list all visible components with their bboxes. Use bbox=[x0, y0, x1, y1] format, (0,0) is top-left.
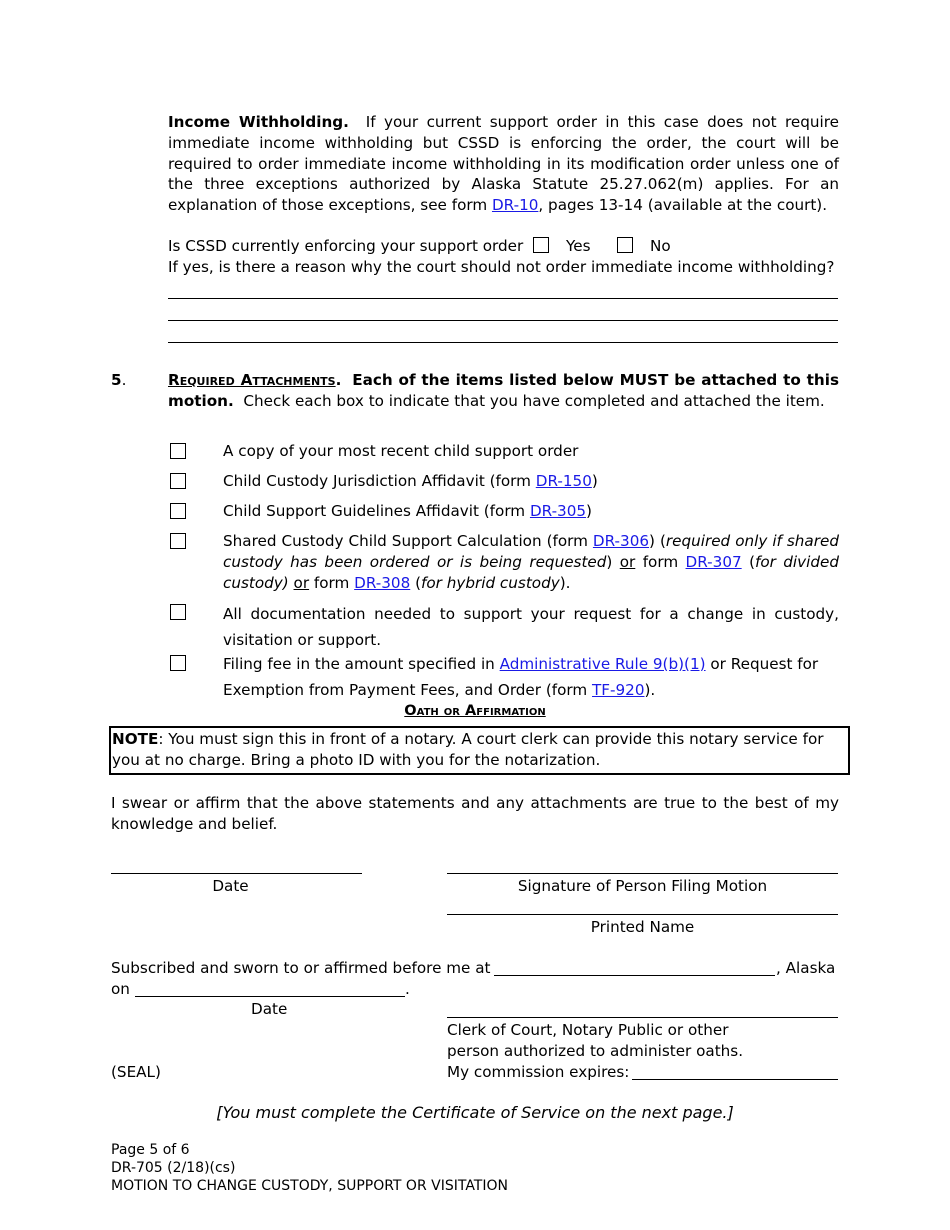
section5-instruction: Check each box to indicate that you have completed and attached the item. bbox=[243, 391, 825, 410]
dr10-link[interactable]: DR-10 bbox=[491, 196, 539, 215]
subscribed-text: Subscribed and sworn to or affirmed before me at bbox=[111, 959, 491, 977]
section5-bold-text: Each of the items listed below MUST be attached to this motion. bbox=[168, 371, 839, 410]
attachment-item-4: Shared Custody Child Support Calculation (form DR-306) (required only if shared custody has been ordered or is being requested) or form DR-307 (for divided custody) or form DR-308 (for hybrid custody). bbox=[223, 532, 839, 592]
date-label: Date bbox=[212, 877, 249, 895]
income-withholding-text-end: , pages 13-14 (available at the court). bbox=[538, 196, 828, 215]
attachment-item-3: Child Support Guidelines Affidavit (form DR-305) bbox=[223, 502, 592, 520]
dr308-link[interactable]: DR-308 bbox=[354, 573, 411, 592]
note-label: NOTE bbox=[112, 730, 159, 748]
attachment-item-2: Child Custody Jurisdiction Affidavit (form DR-150) bbox=[223, 472, 598, 490]
attachment-checkbox-6[interactable] bbox=[170, 655, 186, 671]
notary-date-line[interactable] bbox=[135, 996, 405, 997]
answer-line-2[interactable] bbox=[168, 320, 838, 321]
authorized-label: person authorized to administer oaths. bbox=[447, 1042, 744, 1060]
footer-form-number: DR-705 (2/18)(cs) bbox=[111, 1160, 236, 1176]
attachment-checkbox-3[interactable] bbox=[170, 503, 186, 519]
signature-line[interactable] bbox=[447, 873, 838, 874]
printed-name-label: Printed Name bbox=[590, 918, 695, 936]
attachment-checkbox-5[interactable] bbox=[170, 604, 186, 620]
section-number: 5. bbox=[111, 371, 127, 389]
cssd-question: Is CSSD currently enforcing your support order bbox=[168, 237, 524, 255]
swear-statement: I swear or affirm that the above statements and any attachments are true to the best of my knowledge and belief. bbox=[111, 794, 839, 833]
attachment-item-1: A copy of your most recent child support order bbox=[223, 442, 579, 460]
section5-title: Required Attachments bbox=[168, 371, 336, 389]
tf920-link[interactable]: TF-920 bbox=[592, 680, 645, 699]
clerk-label: Clerk of Court, Notary Public or other bbox=[447, 1021, 729, 1039]
answer-line-1[interactable] bbox=[168, 298, 838, 299]
oath-heading: Oath or Affirmation bbox=[404, 703, 546, 719]
signature-label: Signature of Person Filing Motion bbox=[517, 877, 768, 895]
notary-date-label: Date bbox=[251, 1000, 288, 1018]
attachment-item-6: Filing fee in the amount specified in Administrative Rule 9(b)(1) or Request for Exemption from Payment Fees, and Order (form TF-920). bbox=[223, 655, 819, 699]
income-withholding-text: If your current support order in this case does not require immediate income withholding but CSSD is enforcing the order, the court will be required to order immediate income withholding in its modification order unless one of the three exceptions authorized by Alaska Statute 25.27.062(m) applies. For an explanation of those exceptions, see form bbox=[168, 113, 840, 215]
on-text: on bbox=[111, 980, 130, 998]
printed-name-line[interactable] bbox=[447, 914, 838, 915]
attachment-checkbox-2[interactable] bbox=[170, 473, 186, 489]
followup-question: If yes, is there a reason why the court should not order immediate income withholding? bbox=[168, 258, 835, 276]
date-signature-line[interactable] bbox=[111, 873, 362, 874]
commission-line[interactable] bbox=[632, 1079, 838, 1080]
footer-page-number: Page 5 of 6 bbox=[111, 1142, 190, 1158]
admin-rule-link[interactable]: Administrative Rule 9(b)(1) bbox=[499, 655, 706, 673]
no-checkbox[interactable] bbox=[617, 237, 633, 253]
dr307-link[interactable]: DR-307 bbox=[685, 552, 742, 571]
footer-form-title: MOTION TO CHANGE CUSTODY, SUPPORT OR VISITATION bbox=[111, 1178, 508, 1194]
answer-line-3[interactable] bbox=[168, 342, 838, 343]
commission-label: My commission expires: bbox=[447, 1063, 630, 1081]
seal-label: (SEAL) bbox=[111, 1063, 161, 1081]
alaska-text: , Alaska bbox=[776, 959, 836, 977]
notary-signature-line[interactable] bbox=[447, 1017, 838, 1018]
location-line[interactable] bbox=[494, 975, 775, 976]
no-label: No bbox=[650, 237, 671, 255]
yes-label: Yes bbox=[566, 237, 591, 255]
attachment-checkbox-1[interactable] bbox=[170, 443, 186, 459]
certificate-reminder: [You must complete the Certificate of Service on the next page.] bbox=[216, 1103, 734, 1122]
attachment-item-5: All documentation needed to support your request for a change in custody, visitation or support. bbox=[223, 605, 839, 649]
dr150-link[interactable]: DR-150 bbox=[535, 472, 592, 490]
note-text: NOTE: You must sign this in front of a notary. A court clerk can provide this notary service for you at no charge. Bring a photo ID with you for the notarization. bbox=[112, 730, 824, 769]
attachment-checkbox-4[interactable] bbox=[170, 533, 186, 549]
income-withholding-paragraph bbox=[168, 112, 839, 216]
section5-intro: Required Attachments. Each of the items listed below MUST be attached to this motion. Check each box to indicate that you have completed and attached the item. bbox=[168, 371, 839, 410]
dr305-link[interactable]: DR-305 bbox=[529, 502, 587, 520]
period-text: . bbox=[405, 980, 410, 998]
yes-checkbox[interactable] bbox=[533, 237, 549, 253]
income-withholding-heading: Income Withholding. bbox=[168, 113, 349, 131]
dr306-link[interactable]: DR-306 bbox=[592, 532, 650, 550]
